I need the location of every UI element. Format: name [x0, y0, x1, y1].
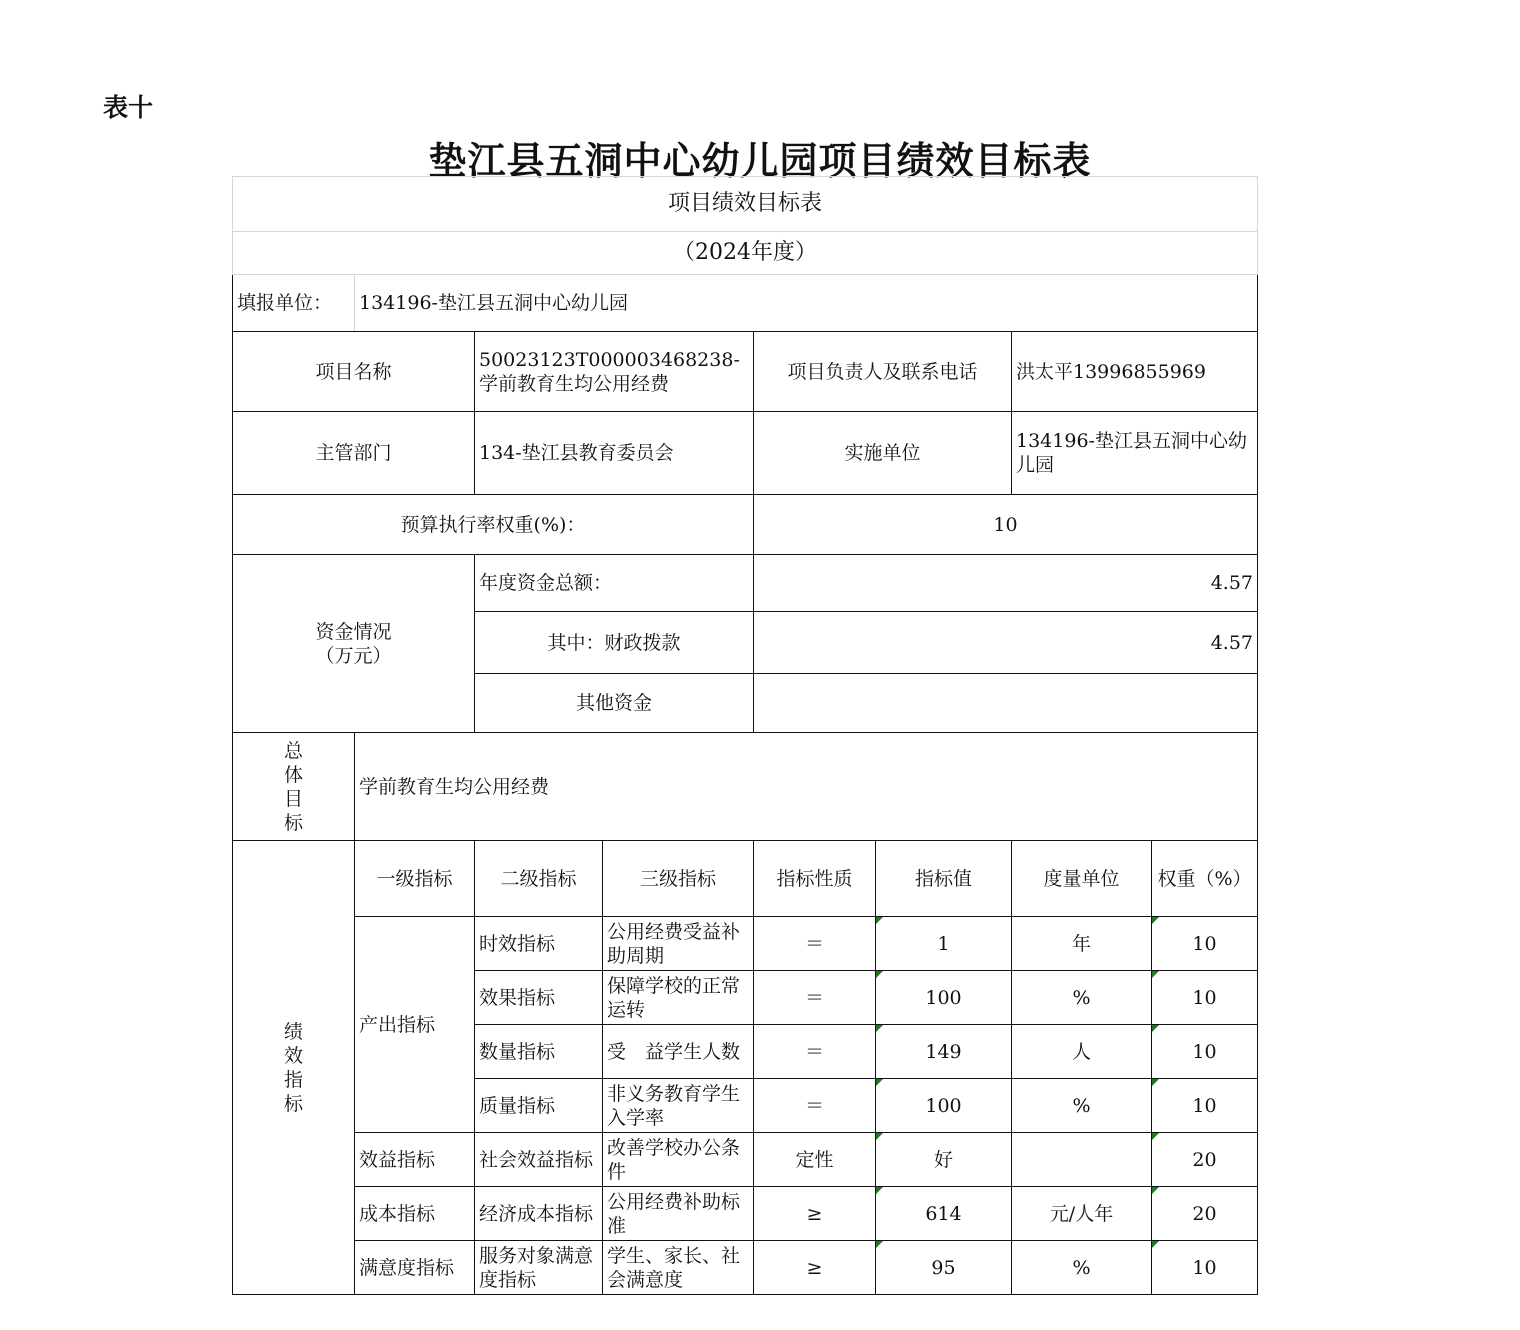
- performance-target-table: [232, 176, 1258, 1295]
- sheet-year: （2024年度）: [233, 232, 1258, 275]
- project-name-value: 50023123T000003468238-学前教育生均公用经费: [475, 332, 754, 412]
- header-level2: 二级指标: [475, 841, 603, 917]
- indicator-level1: 产出指标: [355, 917, 475, 1133]
- indicator-level2: 效果指标: [475, 971, 603, 1025]
- indicator-unit: %: [1012, 1079, 1152, 1133]
- indicator-weight-text: 10: [1192, 1040, 1217, 1063]
- indicators-section-label: 绩 效 指 标: [233, 841, 355, 1295]
- indicator-unit: %: [1012, 1241, 1152, 1295]
- funds-other-value: [754, 674, 1258, 733]
- funds-total-label: 年度资金总额：: [475, 555, 754, 612]
- indicator-nature: ≥: [754, 1187, 876, 1241]
- indicator-level3: 改善学校办公条件: [603, 1133, 754, 1187]
- indicator-value-text: 100: [925, 1094, 962, 1117]
- indicator-level3: 保障学校的正常运转: [603, 971, 754, 1025]
- table-number: 表十: [103, 93, 154, 122]
- header-value: 指标值: [876, 841, 1012, 917]
- indicator-weight-text: 10: [1192, 932, 1217, 955]
- indicator-weight: [1152, 1079, 1258, 1133]
- indicator-weight-text: 10: [1192, 986, 1217, 1009]
- indicator-level3: 受 益学生人数: [603, 1025, 754, 1079]
- indicator-nature: ＝: [754, 1079, 876, 1133]
- indicator-unit: 年: [1012, 917, 1152, 971]
- indicator-value-text: 149: [925, 1040, 962, 1063]
- indicator-weight: [1152, 1133, 1258, 1187]
- funds-label: 资金情况 （万元）: [233, 555, 475, 733]
- indicator-row: [233, 1187, 1258, 1241]
- indicator-value: [876, 1187, 1012, 1241]
- indicator-value-text: 1: [937, 932, 950, 955]
- indicator-row: [233, 917, 1258, 971]
- indicator-weight-text: 20: [1192, 1202, 1217, 1225]
- funds-other-label: 其他资金: [475, 674, 754, 733]
- impl-unit-label: 实施单位: [754, 412, 1012, 495]
- indicator-level2: 时效指标: [475, 917, 603, 971]
- indicator-weight-text: 10: [1192, 1256, 1217, 1279]
- indicator-value-text: 614: [925, 1202, 962, 1225]
- indicator-level3: 非义务教育学生入学率: [603, 1079, 754, 1133]
- header-level3: 三级指标: [603, 841, 754, 917]
- sheet-subtitle: 项目绩效目标表: [233, 177, 1258, 232]
- indicator-level3: 公用经费补助标准: [603, 1187, 754, 1241]
- indicator-nature: ＝: [754, 1025, 876, 1079]
- indicator-nature: ＝: [754, 917, 876, 971]
- indicator-row: [233, 1241, 1258, 1295]
- indicator-weight: [1152, 1241, 1258, 1295]
- header-level1: 一级指标: [355, 841, 475, 917]
- project-owner-value: 洪太平13996855969: [1012, 332, 1258, 412]
- indicator-unit: %: [1012, 971, 1152, 1025]
- budget-rate-value: 10: [754, 495, 1258, 555]
- indicator-weight: [1152, 1187, 1258, 1241]
- budget-rate-label: 预算执行率权重(%)：: [233, 495, 754, 555]
- dept-value: 134-垫江县教育委员会: [475, 412, 754, 495]
- funds-fiscal-label: 其中：财政拨款: [475, 612, 754, 674]
- indicator-unit: 人: [1012, 1025, 1152, 1079]
- indicator-level3: 学生、家长、社会满意度: [603, 1241, 754, 1295]
- header-nature: 指标性质: [754, 841, 876, 917]
- project-name-label: 项目名称: [233, 332, 475, 412]
- page-title: 垫江县五洞中心幼儿园项目绩效目标表: [428, 138, 1092, 183]
- indicator-level1: 成本指标: [355, 1187, 475, 1241]
- indicator-value: [876, 1133, 1012, 1187]
- indicator-level2: 数量指标: [475, 1025, 603, 1079]
- indicator-level2: 经济成本指标: [475, 1187, 603, 1241]
- indicator-value-text: 95: [931, 1256, 956, 1279]
- indicator-level3: 公用经费受益补助周期: [603, 917, 754, 971]
- fill-unit-value: 134196-垫江县五洞中心幼儿园: [355, 275, 1258, 332]
- header-weight: 权重（%）: [1152, 841, 1258, 917]
- header-unit: 度量单位: [1012, 841, 1152, 917]
- fill-unit-label: 填报单位：: [233, 275, 355, 332]
- indicator-unit: 元/人年: [1012, 1187, 1152, 1241]
- indicator-value: [876, 1241, 1012, 1295]
- funds-fiscal-value: 4.57: [754, 612, 1258, 674]
- indicator-value: [876, 1025, 1012, 1079]
- overall-goal-value: 学前教育生均公用经费: [355, 733, 1258, 841]
- impl-unit-value: 134196-垫江县五洞中心幼儿园: [1012, 412, 1258, 495]
- indicator-level2: 质量指标: [475, 1079, 603, 1133]
- project-owner-label: 项目负责人及联系电话: [754, 332, 1012, 412]
- dept-label: 主管部门: [233, 412, 475, 495]
- indicator-level2: 社会效益指标: [475, 1133, 603, 1187]
- indicator-row: [233, 1133, 1258, 1187]
- indicator-weight-text: 20: [1192, 1148, 1217, 1171]
- indicator-value: [876, 971, 1012, 1025]
- indicator-value-text: 好: [933, 1148, 953, 1171]
- indicator-value: [876, 1079, 1012, 1133]
- indicator-level1: 效益指标: [355, 1133, 475, 1187]
- indicator-weight: [1152, 971, 1258, 1025]
- funds-total-value: 4.57: [754, 555, 1258, 612]
- indicator-level2: 服务对象满意度指标: [475, 1241, 603, 1295]
- indicator-value-text: 100: [925, 986, 962, 1009]
- indicator-weight-text: 10: [1192, 1094, 1217, 1117]
- indicator-weight: [1152, 917, 1258, 971]
- indicator-weight: [1152, 1025, 1258, 1079]
- indicator-level1: 满意度指标: [355, 1241, 475, 1295]
- indicator-unit: [1012, 1133, 1152, 1187]
- indicator-nature: ＝: [754, 971, 876, 1025]
- indicator-nature: 定性: [754, 1133, 876, 1187]
- indicator-value: [876, 917, 1012, 971]
- overall-goal-label: 总 体 目 标: [233, 733, 355, 841]
- indicator-nature: ≥: [754, 1241, 876, 1295]
